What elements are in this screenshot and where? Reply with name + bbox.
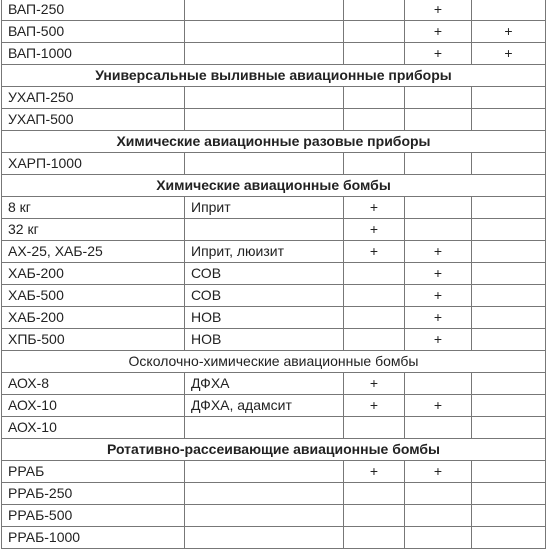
table-row	[2, 0, 546, 21]
mark-cell-1	[344, 417, 405, 439]
table-row	[2, 483, 546, 505]
designation-cell: РРАБ-250	[2, 483, 185, 505]
mark-cell-2	[405, 219, 472, 241]
section-header-row	[2, 131, 546, 153]
table-row	[2, 153, 546, 175]
section-title: Химические авиационные бомбы	[2, 175, 546, 197]
mark-cell-1	[344, 329, 405, 351]
table-row	[2, 87, 546, 109]
designation-cell: ХАБ-500	[2, 285, 185, 307]
mark-cell-3	[472, 285, 546, 307]
agent-cell: СОВ	[185, 263, 344, 285]
mark-cell-2	[405, 527, 472, 549]
munitions-table-body	[2, 0, 546, 549]
mark-cell-1	[344, 263, 405, 285]
mark-cell-1	[344, 43, 405, 65]
table-row	[2, 505, 546, 527]
mark-cell-2	[405, 197, 472, 219]
table-row	[2, 197, 546, 219]
mark-cell-2	[405, 483, 472, 505]
agent-cell	[185, 21, 344, 43]
agent-cell	[185, 109, 344, 131]
mark-cell-2	[405, 505, 472, 527]
table-row	[2, 373, 546, 395]
mark-cell-1	[344, 109, 405, 131]
mark-cell-1	[344, 21, 405, 43]
agent-cell	[185, 527, 344, 549]
mark-cell-2	[405, 153, 472, 175]
mark-cell-2: +	[405, 307, 472, 329]
mark-cell-3	[472, 461, 546, 483]
table-row	[2, 21, 546, 43]
mark-cell-1: +	[344, 395, 405, 417]
designation-cell: ХПБ-500	[2, 329, 185, 351]
mark-cell-3	[472, 417, 546, 439]
mark-cell-2: +	[405, 21, 472, 43]
designation-cell: ХАРП-1000	[2, 153, 185, 175]
mark-cell-1: +	[344, 241, 405, 263]
agent-cell: СОВ	[185, 285, 344, 307]
mark-cell-1	[344, 505, 405, 527]
table-row	[2, 307, 546, 329]
mark-cell-3	[472, 527, 546, 549]
agent-cell: НОВ	[185, 329, 344, 351]
designation-cell: ВАП-250	[2, 0, 185, 21]
designation-cell: ВАП-500	[2, 21, 185, 43]
mark-cell-2: +	[405, 263, 472, 285]
designation-cell: АХ-25, ХАБ-25	[2, 241, 185, 263]
section-title: Осколочно-химические авиационные бомбы	[2, 351, 546, 373]
table-row	[2, 527, 546, 549]
table-row	[2, 43, 546, 65]
table-row	[2, 417, 546, 439]
mark-cell-2	[405, 373, 472, 395]
designation-cell: ВАП-1000	[2, 43, 185, 65]
mark-cell-2	[405, 87, 472, 109]
mark-cell-2: +	[405, 43, 472, 65]
table-row	[2, 285, 546, 307]
mark-cell-1	[344, 285, 405, 307]
mark-cell-2: +	[405, 461, 472, 483]
agent-cell	[185, 87, 344, 109]
mark-cell-3	[472, 153, 546, 175]
mark-cell-1	[344, 153, 405, 175]
section-header-row	[2, 175, 546, 197]
agent-cell: ДФХА, адамсит	[185, 395, 344, 417]
designation-cell: РРАБ-1000	[2, 527, 185, 549]
mark-cell-2	[405, 109, 472, 131]
agent-cell	[185, 219, 344, 241]
mark-cell-1	[344, 0, 405, 21]
designation-cell: УХАП-250	[2, 87, 185, 109]
mark-cell-1: +	[344, 373, 405, 395]
designation-cell: ХАБ-200	[2, 307, 185, 329]
agent-cell	[185, 461, 344, 483]
table-row	[2, 109, 546, 131]
designation-cell: РРАБ	[2, 461, 185, 483]
mark-cell-2: +	[405, 241, 472, 263]
mark-cell-2: +	[405, 329, 472, 351]
mark-cell-1: +	[344, 219, 405, 241]
mark-cell-3	[472, 263, 546, 285]
table-row	[2, 263, 546, 285]
mark-cell-3	[472, 395, 546, 417]
mark-cell-3	[472, 219, 546, 241]
designation-cell: ХАБ-200	[2, 263, 185, 285]
table-row	[2, 241, 546, 263]
designation-cell: УХАП-500	[2, 109, 185, 131]
agent-cell	[185, 0, 344, 21]
mark-cell-1: +	[344, 461, 405, 483]
designation-cell: 8 кг	[2, 197, 185, 219]
mark-cell-1	[344, 307, 405, 329]
mark-cell-3: +	[472, 43, 546, 65]
mark-cell-1	[344, 87, 405, 109]
agent-cell	[185, 505, 344, 527]
section-header-row	[2, 65, 546, 87]
mark-cell-3	[472, 0, 546, 21]
mark-cell-3	[472, 307, 546, 329]
mark-cell-2: +	[405, 395, 472, 417]
designation-cell: 32 кг	[2, 219, 185, 241]
mark-cell-1	[344, 483, 405, 505]
designation-cell: АОХ-10	[2, 395, 185, 417]
agent-cell: НОВ	[185, 307, 344, 329]
agent-cell: ДФХА	[185, 373, 344, 395]
agent-cell	[185, 43, 344, 65]
agent-cell: Иприт	[185, 197, 344, 219]
agent-cell	[185, 153, 344, 175]
mark-cell-3	[472, 329, 546, 351]
designation-cell: АОХ-8	[2, 373, 185, 395]
designation-cell: АОХ-10	[2, 417, 185, 439]
table-row	[2, 329, 546, 351]
section-title: Универсальные выливные авиационные приборы	[2, 65, 546, 87]
mark-cell-1: +	[344, 197, 405, 219]
table-row	[2, 395, 546, 417]
agent-cell	[185, 483, 344, 505]
mark-cell-2: +	[405, 0, 472, 21]
mark-cell-2	[405, 417, 472, 439]
section-title: Химические авиационные разовые приборы	[2, 131, 546, 153]
mark-cell-3	[472, 241, 546, 263]
mark-cell-2: +	[405, 285, 472, 307]
mark-cell-3	[472, 505, 546, 527]
agent-cell: Иприт, люизит	[185, 241, 344, 263]
mark-cell-3	[472, 109, 546, 131]
section-title: Ротативно-рассеивающие авиационные бомбы	[2, 439, 546, 461]
designation-cell: РРАБ-500	[2, 505, 185, 527]
mark-cell-3	[472, 373, 546, 395]
section-header-row	[2, 351, 546, 373]
mark-cell-3	[472, 483, 546, 505]
agent-cell	[185, 417, 344, 439]
munitions-table	[1, 0, 546, 549]
table-row	[2, 219, 546, 241]
mark-cell-3	[472, 87, 546, 109]
mark-cell-1	[344, 527, 405, 549]
mark-cell-3	[472, 197, 546, 219]
section-header-row	[2, 439, 546, 461]
mark-cell-3: +	[472, 21, 546, 43]
table-row	[2, 461, 546, 483]
